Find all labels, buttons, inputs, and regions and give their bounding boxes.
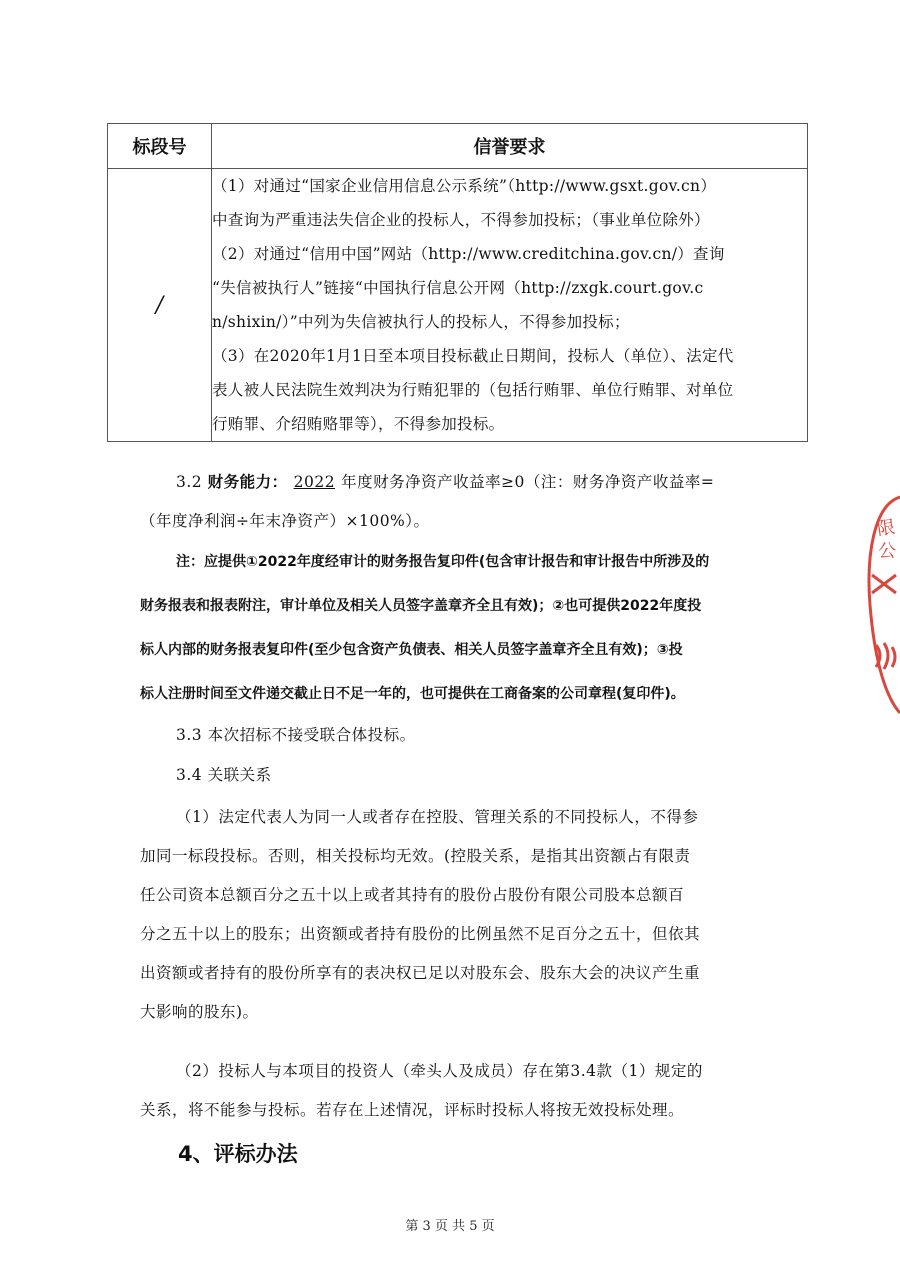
req-line: n/shixin/）”中列为失信被执行人的投标人，不得参加投标； <box>212 313 630 331</box>
credit-requirement-text <box>212 169 807 441</box>
item-3-4 <box>140 756 790 795</box>
stamp-char-1: 限 <box>875 516 897 540</box>
credit-requirement-cell <box>212 169 808 442</box>
req-line: （1）对通过“国家企业信用信息公示系统”（http://www.gsxt.gov.cn） <box>212 177 717 195</box>
note-line: 标人内部的财务报表复印件(至少包含资产负债表、相关人员签字盖章齐全且有效)；③投 <box>140 642 683 658</box>
credit-requirement-header: 信誉要求 <box>212 124 808 169</box>
req-line: 中查询为严重违法失信企业的投标人，不得参加投标；（事业单位除外） <box>212 211 710 229</box>
note-line: 注：应提供①2022年度经审计的财务报告复印件(包含审计报告和审计报告中所涉及的 <box>176 554 710 570</box>
finance-text-1: 年度财务净资产收益率≥0（注：财务净资产收益率= <box>341 473 715 491</box>
table-row <box>108 169 808 442</box>
p1-line: 加同一标段投标。否则，相关投标均无效。(控股关系，是指其出资额占有限责 <box>140 847 691 865</box>
finance-year: 2022 <box>293 473 336 491</box>
item-3-4-text: 3.4 关联关系 <box>176 766 272 784</box>
stamp-char-2: 公 <box>878 541 896 562</box>
p1-line: 出资额或者持有的股份所享有的表决权已足以对股东会、股东大会的决议产生重 <box>140 964 701 982</box>
req-line: 表人被人民法院生效判决为行贿犯罪的（包括行贿罪、单位行贿罪、对单位 <box>212 381 734 399</box>
note-line: 标人注册时间至文件递交截止日不足一年的，也可提供在工商备案的公司章程(复印件)。 <box>140 686 685 702</box>
section-heading: 4、评标办法 <box>178 1142 298 1166</box>
finance-label: 财务能力： <box>207 472 288 491</box>
lot-number-value: / <box>108 169 212 442</box>
finance-line-1 <box>140 462 790 502</box>
lot-number-header: 标段号 <box>108 124 212 169</box>
p1-line: 分之五十以上的股东；出资额或者持有股份的比例虽然不足百分之五十，但依其 <box>140 925 701 943</box>
finance-capability-paragraph <box>140 462 790 541</box>
finance-number: 3.2 <box>176 473 203 491</box>
note-paragraph <box>140 540 790 716</box>
p1-line: （1）法定代表人为同一人或者存在控股、管理关系的不同投标人，不得参 <box>176 808 699 826</box>
red-seal-stamp <box>864 495 900 715</box>
req-line: 行贿罪、介绍贿赂罪等），不得参加投标。 <box>212 415 505 433</box>
note-line: 财务报表和报表附注，审计单位及相关人员签字盖章齐全且有效)；②也可提供2022年度投 <box>140 598 702 614</box>
p1-line: 任公司资本总额百分之五十以上或者其持有的股份占股份有限公司股本总额百 <box>140 886 685 904</box>
p2-line: （2）投标人与本项目的投资人（牵头人及成员）存在第3.4款（1）规定的 <box>176 1062 703 1080</box>
req-line: （2）对通过“信用中国”网站（http://www.creditchina.gov.cn/）查询 <box>212 245 725 263</box>
p1-line: 大影响的股东)。 <box>140 1003 259 1021</box>
item-3-3 <box>140 716 790 755</box>
item-3-3-text: 3.3 本次招标不接受联合体投标。 <box>176 726 416 744</box>
related-party-paragraph-2 <box>140 1052 790 1130</box>
req-line: （3）在2020年1月1日至本项目投标截止日期间，投标人（单位）、法定代 <box>212 347 734 365</box>
page-footer: 第 3 页 共 5 页 <box>405 1219 495 1234</box>
credit-requirements-table <box>107 123 808 442</box>
p2-line: 关系，将不能参与投标。若存在上述情况，评标时投标人将按无效投标处理。 <box>140 1101 685 1119</box>
table-header-row <box>108 124 808 169</box>
finance-line-2: （年度净利润÷年末净资产）×100%）。 <box>140 512 430 530</box>
req-line: “失信被执行人”链接“中国执行信息公开网（http://zxgk.court.gov.c <box>212 279 704 297</box>
related-party-paragraph-1 <box>140 798 790 1032</box>
